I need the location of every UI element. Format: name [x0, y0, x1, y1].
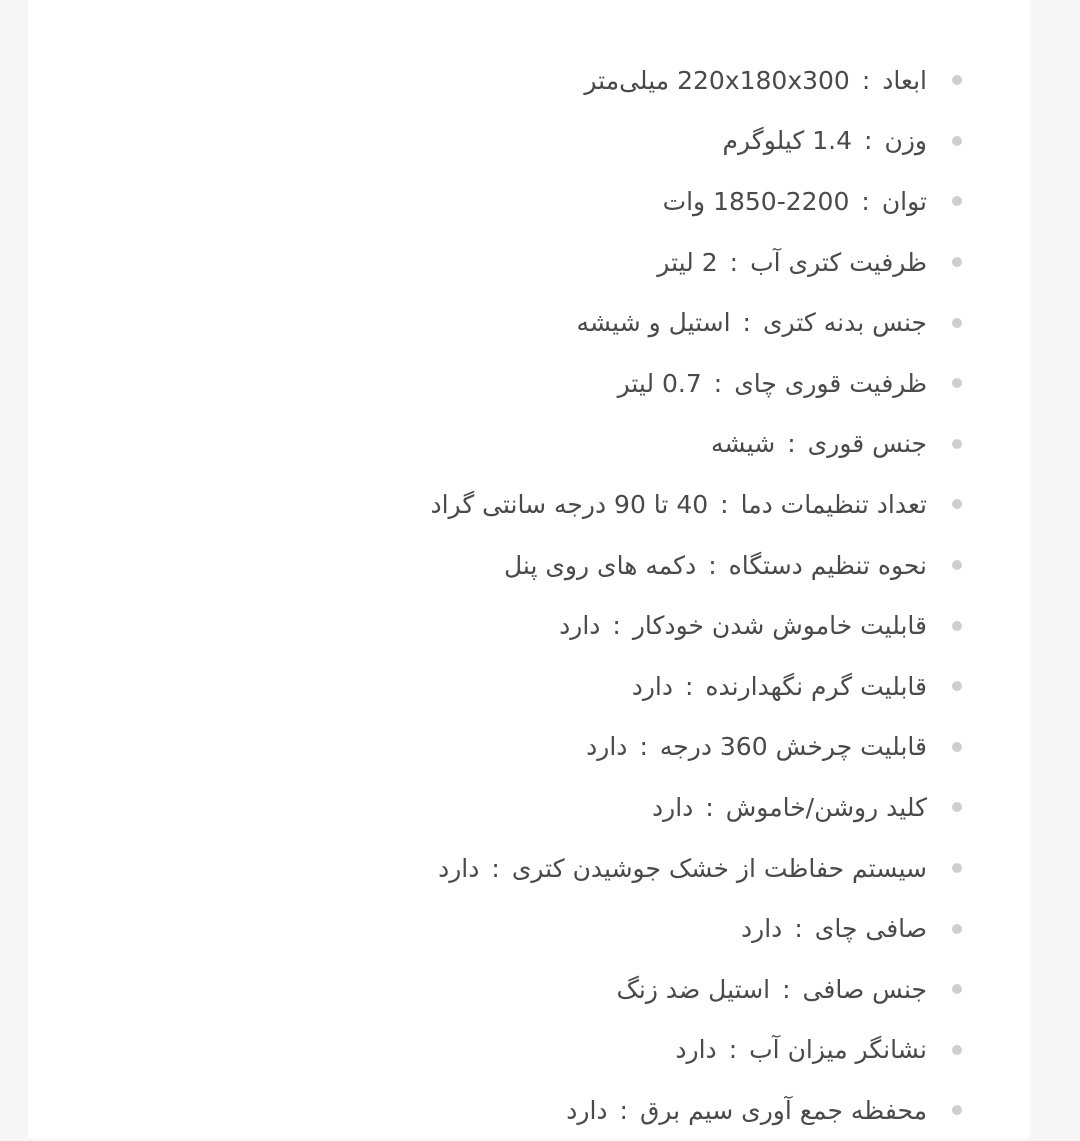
spec-label: سیستم حفاظت از خشک جوشیدن کتری — [511, 853, 927, 883]
spec-label: صافی چای — [814, 914, 927, 944]
spec-separator: : — [491, 853, 500, 883]
bullet-icon — [952, 984, 962, 994]
spec-item — [430, 717, 962, 778]
spec-value: استیل ضد زنگ — [616, 974, 771, 1004]
spec-label: جنس صافی — [802, 974, 927, 1004]
spec-separator: : — [728, 1035, 738, 1065]
spec-label: نشانگر میزان آب — [749, 1035, 927, 1065]
spec-separator: : — [794, 914, 803, 944]
spec-value: دارد — [652, 792, 694, 822]
bullet-icon — [952, 621, 962, 631]
spec-value: 220x180x300 میلی‌متر — [584, 65, 850, 95]
bullet-icon — [952, 257, 962, 267]
spec-item — [430, 474, 962, 535]
bullet-icon — [952, 681, 962, 691]
spec-separator: : — [861, 186, 870, 216]
spec-label: تعداد تنظیمات دما — [740, 489, 927, 519]
spec-separator: : — [861, 65, 871, 95]
bullet-icon — [952, 924, 962, 934]
spec-value: 1850-2200 وات — [662, 186, 850, 216]
spec-item — [430, 171, 962, 232]
spec-label: محفظه جمع آوری سیم برق — [639, 1095, 927, 1125]
bullet-icon — [952, 802, 962, 812]
spec-label: توان — [881, 186, 927, 216]
spec-label: قابلیت چرخش 360 درجه — [659, 732, 927, 762]
spec-separator: : — [705, 792, 714, 822]
spec-label: قابلیت خاموش شدن خودکار — [632, 611, 927, 641]
spec-value: دارد — [741, 914, 783, 944]
spec-item — [430, 656, 962, 717]
bullet-icon — [952, 742, 962, 752]
bullet-icon — [952, 499, 962, 509]
spec-value: دکمه های روی پنل — [503, 550, 697, 580]
bullet-icon — [952, 318, 962, 328]
spec-separator: : — [742, 308, 751, 338]
spec-item — [430, 353, 962, 414]
spec-card — [28, 0, 1030, 1138]
spec-label: ظرفیت کتری آب — [750, 247, 927, 277]
spec-label: ظرفیت قوری چای — [734, 368, 927, 398]
bullet-icon — [952, 378, 962, 388]
spec-label: ابعاد — [882, 65, 927, 95]
spec-label: جنس بدنه کتری — [762, 308, 927, 338]
spec-item — [430, 595, 962, 656]
spec-value: 1.4 کیلوگرم — [722, 126, 853, 156]
spec-separator: : — [720, 489, 729, 519]
spec-separator: : — [684, 671, 694, 701]
spec-item — [430, 959, 962, 1020]
bullet-icon — [952, 136, 962, 146]
spec-list — [430, 50, 962, 1141]
spec-value: دارد — [566, 1095, 608, 1125]
spec-item — [430, 414, 962, 475]
spec-separator: : — [619, 1095, 628, 1125]
spec-separator: : — [864, 126, 873, 156]
spec-value: دارد — [586, 732, 628, 762]
spec-item — [430, 838, 962, 899]
spec-separator: : — [729, 247, 739, 277]
spec-separator: : — [782, 974, 791, 1004]
spec-label: نحوه تنظیم دستگاه — [728, 550, 927, 580]
spec-label: قابلیت گرم نگهدارنده — [705, 671, 927, 701]
spec-separator: : — [708, 550, 717, 580]
bullet-icon — [952, 1105, 962, 1115]
spec-item — [430, 1020, 962, 1081]
spec-separator: : — [713, 368, 723, 398]
spec-separator: : — [612, 611, 621, 641]
spec-separator: : — [639, 732, 648, 762]
spec-item — [430, 232, 962, 293]
spec-item — [430, 50, 962, 111]
spec-value: 2 لیتر — [657, 247, 718, 277]
bullet-icon — [952, 439, 962, 449]
spec-item — [430, 292, 962, 353]
spec-item — [430, 777, 962, 838]
spec-item — [430, 1080, 962, 1141]
spec-value: دارد — [438, 853, 480, 883]
spec-item — [430, 898, 962, 959]
spec-label: وزن — [884, 126, 927, 156]
bullet-icon — [952, 560, 962, 570]
spec-value: 40 تا 90 درجه سانتی گراد — [430, 489, 709, 519]
spec-value: دارد — [631, 671, 673, 701]
spec-item — [430, 535, 962, 596]
bullet-icon — [952, 75, 962, 85]
spec-value: دارد — [559, 611, 601, 641]
spec-value: دارد — [675, 1035, 717, 1065]
spec-value: شیشه — [711, 429, 776, 459]
spec-value: 0.7 لیتر — [617, 368, 702, 398]
bullet-icon — [952, 196, 962, 206]
bullet-icon — [952, 1045, 962, 1055]
bullet-icon — [952, 863, 962, 873]
spec-label: کلید روشن/خاموش — [725, 792, 927, 822]
spec-item — [430, 111, 962, 172]
spec-value: استیل و شیشه — [576, 308, 731, 338]
spec-label: جنس قوری — [807, 429, 927, 459]
spec-separator: : — [787, 429, 796, 459]
